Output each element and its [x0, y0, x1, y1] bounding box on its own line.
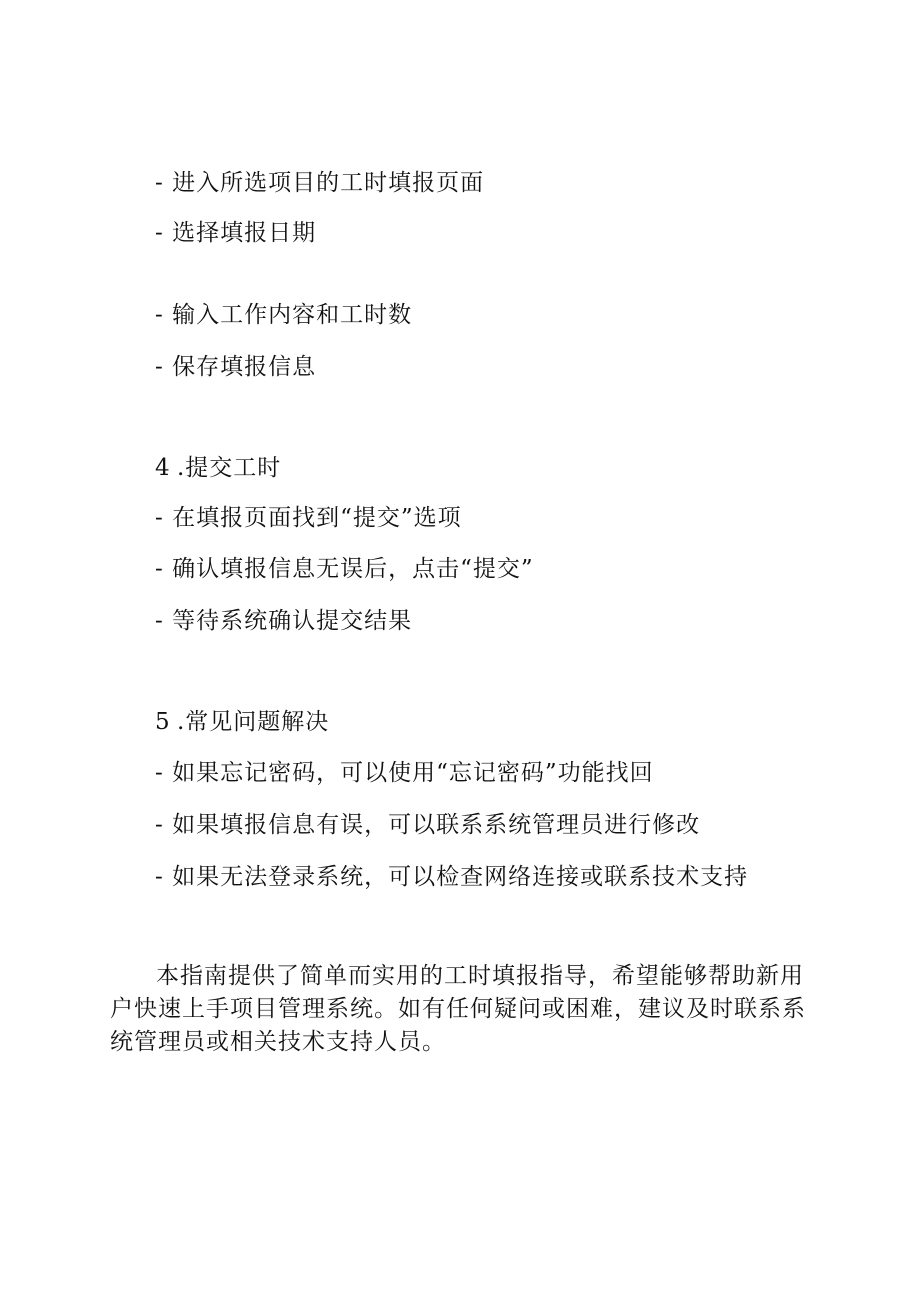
- list-item: - 如果无法登录系统，可以检查网络连接或联系技术支持: [155, 864, 749, 890]
- section-heading-5: [155, 707, 329, 737]
- section-heading-4: [155, 453, 281, 483]
- list-item: - 等待系统确认提交结果: [155, 608, 413, 634]
- section-number: 5: [155, 709, 171, 735]
- section-number: 4: [155, 455, 171, 481]
- list-item: - 确认填报信息无误后，点击“提交”: [155, 556, 534, 582]
- closing-paragraph: 本指南提供了简单而实用的工时填报指导，希望能够帮助新用户快速上手项目管理系统。如有任何疑问或困难，建议及时联系系统管理员或相关技术支持人员。: [110, 963, 806, 1055]
- list-item: - 保存填报信息: [155, 354, 317, 380]
- section-title: .常见问题解决: [177, 709, 330, 735]
- list-item: - 输入工作内容和工时数: [155, 302, 413, 328]
- list-item: - 如果填报信息有误，可以联系系统管理员进行修改: [155, 812, 701, 838]
- list-item: - 选择填报日期: [155, 220, 317, 246]
- list-item: - 进入所选项目的工时填报页面: [155, 170, 485, 196]
- list-item: - 在填报页面找到“提交”选项: [155, 505, 462, 531]
- list-item: - 如果忘记密码，可以使用“忘记密码”功能找回: [155, 760, 654, 786]
- section-title: .提交工时: [177, 455, 282, 481]
